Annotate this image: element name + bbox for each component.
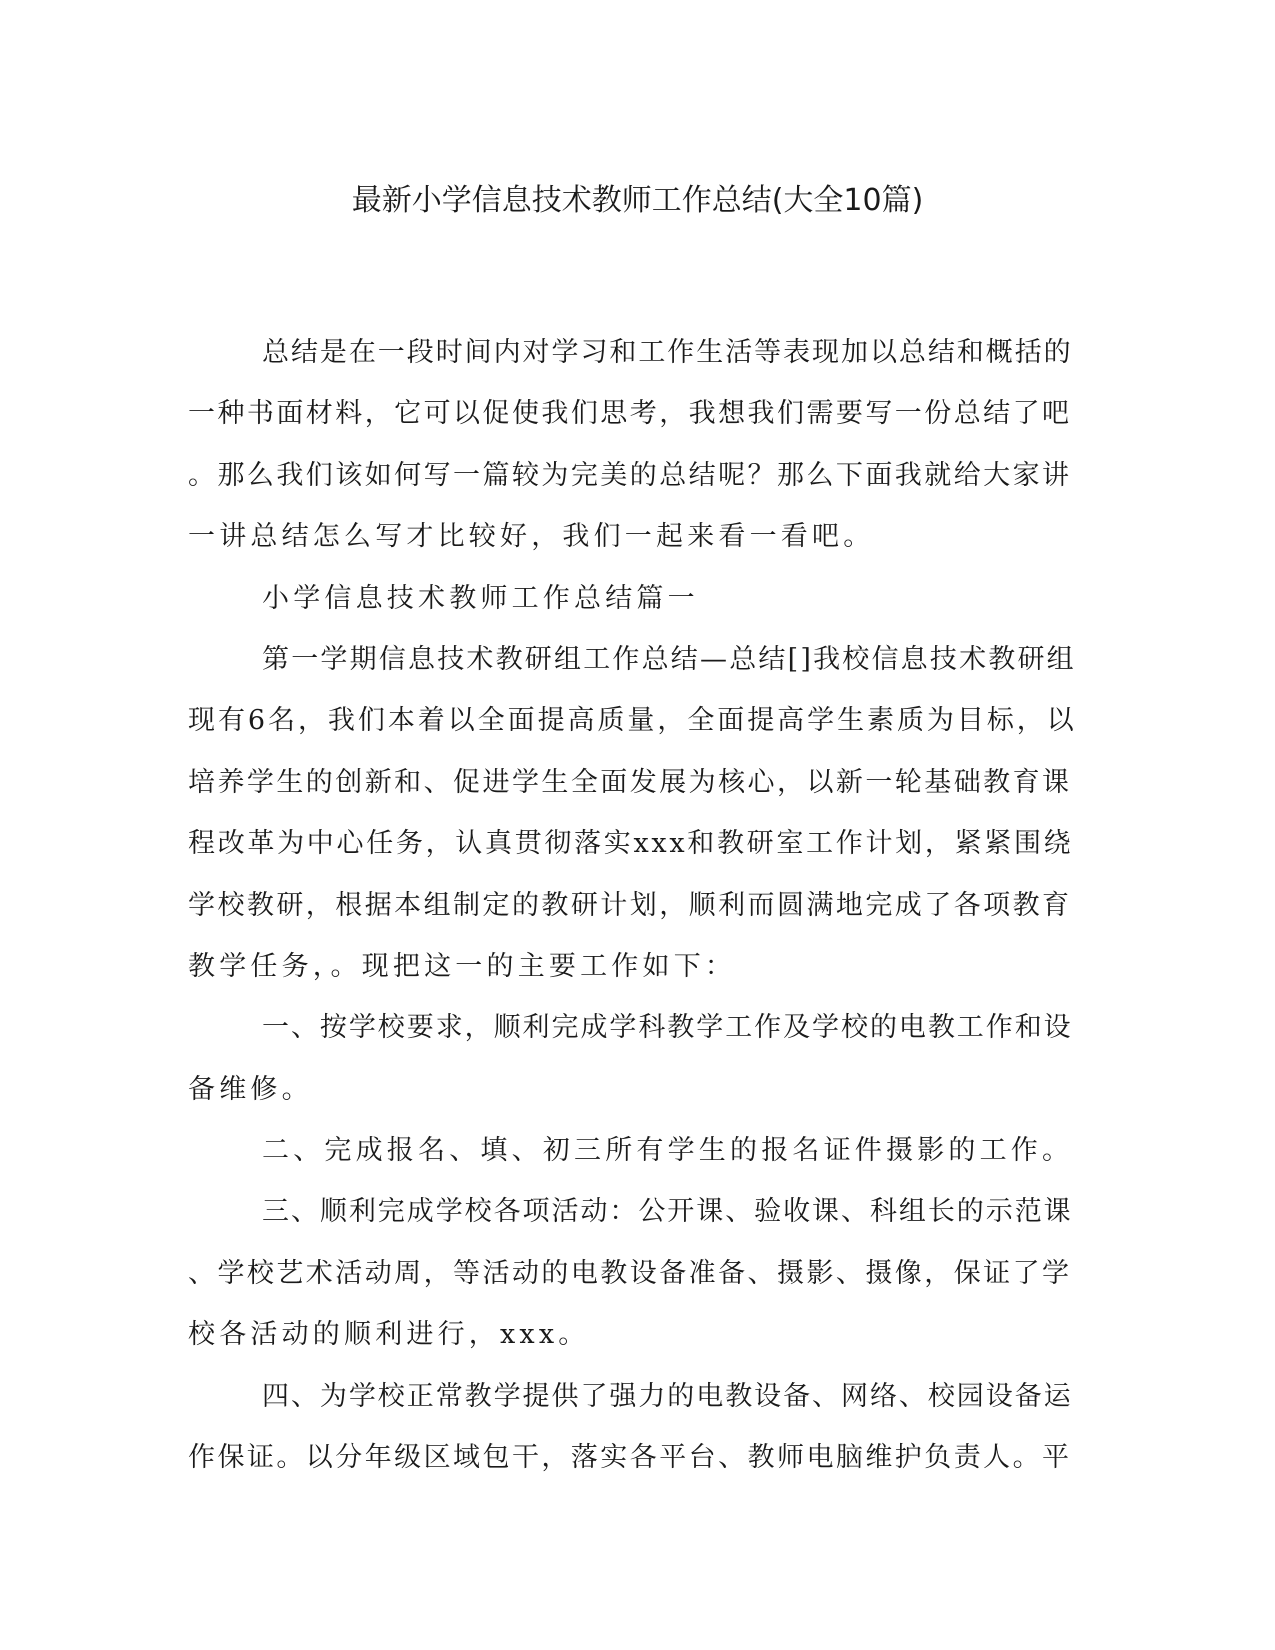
- text-line: 四、为学校正常教学提供了强力的电教设备、网络、校园设备运: [262, 1380, 1073, 1412]
- text-line: 作保证。以分年级区域包干，落实各平台、教师电脑维护负责人。平: [188, 1442, 1072, 1474]
- text-line: 小学信息技术教师工作总结篇一: [262, 582, 699, 614]
- text-line: 一种书面材料，它可以促使我们思考，我想我们需要写一份总结了吧: [188, 398, 1072, 430]
- text-line: 培养学生的创新和、促进学生全面发展为核心，以新一轮基础教育课: [188, 766, 1072, 798]
- text-line: 学校教研，根据本组制定的教研计划，顺利而圆满地完成了各项教育: [188, 889, 1072, 921]
- text-line: 现有6名，我们本着以全面提高质量，全面提高学生素质为目标，以: [188, 705, 1077, 737]
- text-line: 备维修。: [188, 1073, 313, 1105]
- text-line: 程改革为中心任务，认真贯彻落实xxx和教研室工作计划，紧紧围绕: [188, 828, 1074, 860]
- text-line: 一讲总结怎么写才比较好，我们一起来看一看吧。: [188, 521, 875, 553]
- text-line: 三、顺利完成学校各项活动：公开课、验收课、科组长的示范课: [262, 1196, 1073, 1228]
- text-line: 二、完成报名、填、初三所有学生的报名证件摄影的工作。: [262, 1135, 1074, 1167]
- text-line: 。那么我们该如何写一篇较为完美的总结呢？那么下面我就给大家讲: [188, 459, 1072, 491]
- text-line: 一、按学校要求，顺利完成学科教学工作及学校的电教工作和设: [262, 1012, 1073, 1044]
- text-line: 、学校艺术活动周，等活动的电教设备准备、摄影、摄像，保证了学: [188, 1257, 1072, 1289]
- text-line: 总结是在一段时间内对学习和工作生活等表现加以总结和概括的: [262, 337, 1073, 368]
- document-title: 最新小学信息技术教师工作总结(大全10篇): [351, 183, 924, 218]
- text-line: 教学任务，。现把这一的主要工作如下：: [188, 950, 737, 982]
- text-line: 第一学期信息技术教研组工作总结—总结[]我校信息技术教研组: [262, 643, 1076, 675]
- text-line: 校各活动的顺利进行，xxx。: [188, 1319, 590, 1351]
- document-body: [188, 322, 1078, 1488]
